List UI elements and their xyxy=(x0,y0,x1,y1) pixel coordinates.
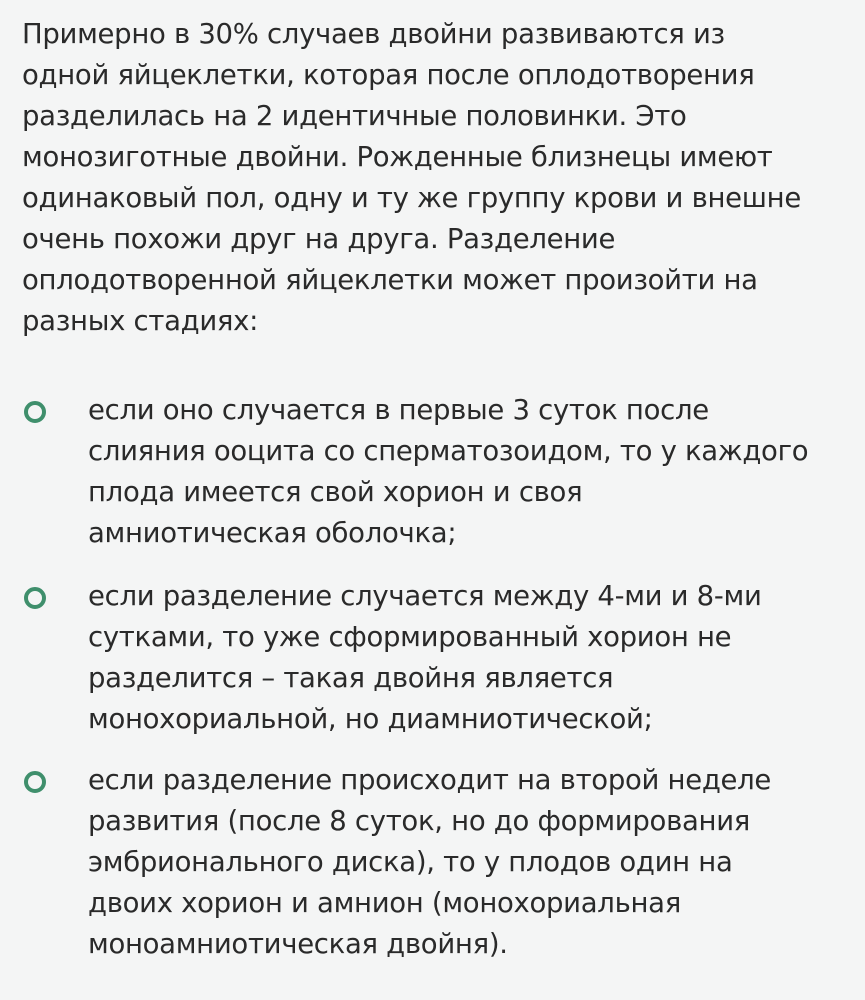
circle-outline-bullet-icon xyxy=(24,587,46,609)
list-item-line: слияния ооцита со сперматозоидом, то у каждого xyxy=(88,435,809,467)
intro-line: одинаковый пол, одну и ту же группу крови и внешне xyxy=(22,182,801,214)
list-item-text xyxy=(88,576,863,740)
list-item-line: развития (после 8 суток, но до формирования xyxy=(88,805,751,837)
list-item-text xyxy=(88,760,863,965)
list-item-line: если разделение происходит на второй неделе xyxy=(88,764,772,796)
circle-outline-bullet-icon xyxy=(24,401,46,423)
intro-line: разделилась на 2 идентичные половинки. Это xyxy=(22,100,687,132)
list-item-line: моноамниотическая двойня). xyxy=(88,928,508,960)
intro-line: монозиготные двойни. Рожденные близнецы имеют xyxy=(22,141,773,173)
intro-line: разных стадиях: xyxy=(22,305,259,337)
list-item-line: монохориальной, но диамниотической; xyxy=(88,703,653,735)
intro-paragraph xyxy=(22,14,862,342)
list-item-line: если разделение случается между 4-ми и 8-ми xyxy=(88,580,762,612)
list-item-line: амниотическая оболочка; xyxy=(88,517,457,549)
intro-line: очень похожи друг на друга. Разделение xyxy=(22,223,616,255)
intro-line: одной яйцеклетки, которая после оплодотворения xyxy=(22,59,755,91)
list-item-line: сутками, то уже сформированный хорион не xyxy=(88,621,732,653)
list-item-line: эмбрионального диска), то у плодов один на xyxy=(88,846,733,878)
list-item-line: двоих хорион и амнион (монохориальная xyxy=(88,887,681,919)
list-item-line: если оно случается в первые 3 суток после xyxy=(88,394,709,426)
list-item-line: разделится – такая двойня является xyxy=(88,662,614,694)
list-item-text xyxy=(88,390,863,554)
intro-line: Примерно в 30% случаев двойни развиваются из xyxy=(22,18,725,50)
intro-line: оплодотворенной яйцеклетки может произойти на xyxy=(22,264,758,296)
list-item-line: плода имеется свой хорион и своя xyxy=(88,476,583,508)
circle-outline-bullet-icon xyxy=(24,771,46,793)
